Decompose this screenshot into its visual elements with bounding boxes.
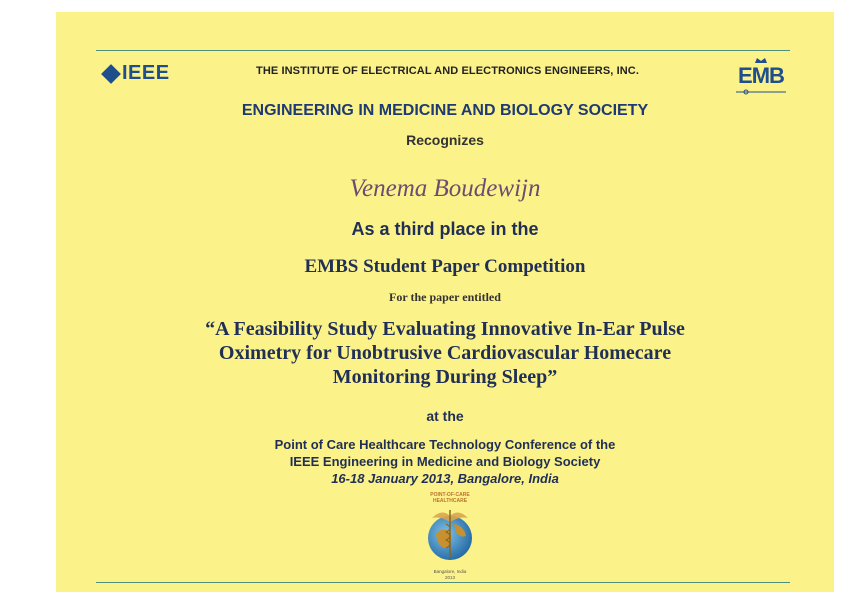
paper-title-line: Oximetry for Unobtrusive Cardiovascular Homecare: [218, 342, 672, 364]
ieee-logo-text: IEEE: [122, 62, 170, 84]
competition-name: EMBS Student Paper Competition: [304, 256, 586, 277]
conference-logo-city: Bangalore, India: [433, 569, 467, 574]
recognizes-text: Recognizes: [406, 132, 484, 148]
institute-name: THE INSTITUTE OF ELECTRICAL AND ELECTRONICS ENGINEERS, INC.: [256, 65, 639, 77]
conference-line: Point of Care Healthcare Technology Conference of the: [274, 437, 616, 452]
emb-logo-text: EMB: [738, 63, 784, 88]
conference-line: IEEE Engineering in Medicine and Biology Society: [289, 454, 601, 469]
conference-logo-location: [420, 569, 480, 581]
emb-underline-icon: [736, 88, 786, 96]
globe-caduceus-icon: [424, 504, 476, 562]
at-the-text: at the: [426, 408, 464, 424]
conference-logo-title: POINT-OF-CARE: [430, 492, 470, 498]
top-rule: [96, 50, 790, 51]
paper-title: [56, 317, 834, 389]
conference-logo: [420, 492, 480, 581]
certificate: [56, 12, 834, 592]
ieee-diamond-icon: [101, 64, 121, 84]
ieee-logo: [104, 62, 170, 85]
bottom-rule: [96, 582, 790, 583]
paper-title-line: “A Feasibility Study Evaluating Innovative In-Ear Pulse: [205, 318, 685, 340]
for-paper-text: For the paper entitled: [389, 290, 501, 304]
society-title: ENGINEERING IN MEDICINE AND BIOLOGY SOCIETY: [241, 102, 649, 119]
conference-logo-subtitle: HEALTHCARE: [432, 498, 468, 504]
dates-location: 16-18 January 2013, Bangalore, India: [331, 471, 559, 486]
placement-text: As a third place in the: [351, 219, 539, 239]
conference-logo-year: 2013: [444, 575, 455, 580]
paper-title-line: Monitoring During Sleep”: [332, 366, 558, 388]
emb-logo: [730, 56, 792, 96]
recipient-name: Venema Boudewijn: [349, 175, 541, 202]
conference-block: [56, 436, 834, 487]
